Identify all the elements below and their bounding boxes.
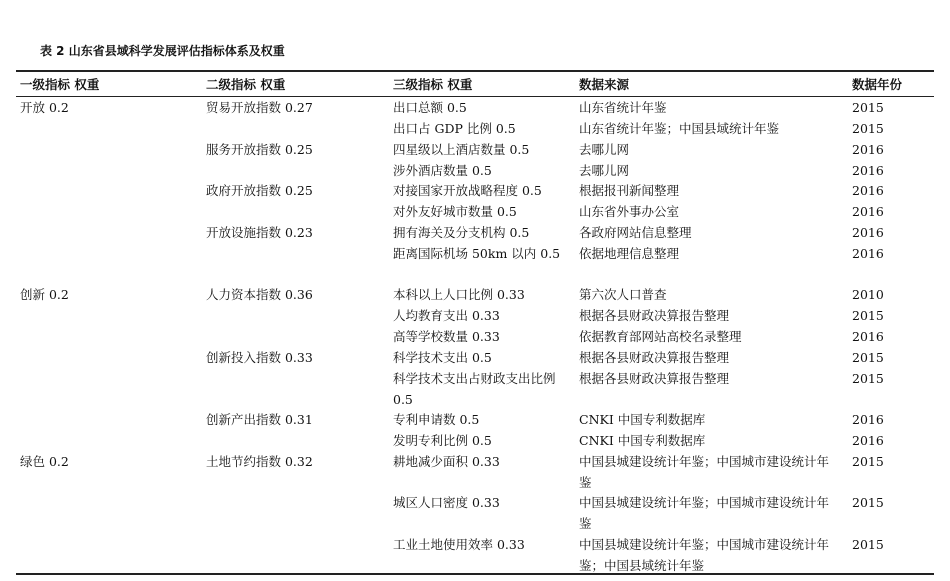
level2-cell: 土地节约指数 0.32: [206, 454, 313, 469]
source-cell: 依据地理信息整理: [579, 246, 680, 261]
level3-cell: 本科以上人口比例 0.33: [393, 287, 525, 302]
source-cell: 去哪儿网: [579, 142, 630, 157]
table-row: [0, 534, 950, 573]
source-cell: 根据报刊新闻整理: [579, 183, 680, 198]
table-row: [0, 430, 950, 451]
year-cell: 2015: [852, 350, 884, 365]
table-row: [0, 492, 950, 531]
year-cell: 2016: [852, 225, 884, 240]
source-cell: 第六次人口普查: [579, 287, 667, 302]
table-row: [0, 160, 950, 181]
header-level2: 二级指标 权重: [206, 77, 286, 92]
year-cell: 2016: [852, 329, 884, 344]
table-header-row: [0, 74, 950, 95]
level2-cell: 政府开放指数 0.25: [206, 183, 313, 198]
year-cell: 2015: [852, 537, 884, 552]
level3-cell: 工业土地使用效率 0.33: [393, 537, 525, 552]
level3-cell: 城区人口密度 0.33: [393, 495, 500, 510]
level3-cell: 对外友好城市数量 0.5: [393, 204, 517, 219]
table-row: [0, 409, 950, 430]
year-cell: 2010: [852, 287, 884, 302]
source-cell: 中国县城建设统计年鉴；中国城市建设统计年鉴: [579, 454, 830, 490]
level3-cell: 四星级以上酒店数量 0.5: [393, 142, 530, 157]
year-cell: 2016: [852, 142, 884, 157]
level2-cell: 人力资本指数 0.36: [206, 287, 313, 302]
source-cell: 去哪儿网: [579, 163, 630, 178]
source-cell: 山东省统计年鉴；中国县域统计年鉴: [579, 121, 780, 136]
source-cell: 依据教育部网站高校名录整理: [579, 329, 742, 344]
year-cell: 2016: [852, 163, 884, 178]
year-cell: 2015: [852, 121, 884, 136]
source-cell: 根据各县财政决算报告整理: [579, 350, 730, 365]
level3-cell: 出口总额 0.5: [393, 100, 467, 115]
source-cell: 山东省外事办公室: [579, 204, 680, 219]
level3-cell: 高等学校数量 0.33: [393, 329, 500, 344]
year-cell: 2016: [852, 204, 884, 219]
level3-cell: 距离国际机场 50km 以内 0.5: [393, 246, 561, 261]
table-row: [0, 326, 950, 347]
level3-cell: 对接国家开放战略程度 0.5: [393, 183, 542, 198]
level2-cell: 创新投入指数 0.33: [206, 350, 313, 365]
source-cell: 山东省统计年鉴: [579, 100, 667, 115]
table-row: [0, 180, 950, 201]
year-cell: 2016: [852, 412, 884, 427]
year-cell: 2015: [852, 495, 884, 510]
source-cell: CNKI 中国专利数据库: [579, 433, 706, 448]
year-cell: 2015: [852, 308, 884, 323]
level3-cell: 科学技术支出占财政支出比例 0.5: [393, 371, 556, 407]
level2-cell: 贸易开放指数 0.27: [206, 100, 313, 115]
level3-cell: 人均教育支出 0.33: [393, 308, 500, 323]
table-top-rule: [16, 70, 934, 72]
year-cell: 2016: [852, 183, 884, 198]
table-row: [0, 347, 950, 368]
level2-cell: 创新产出指数 0.31: [206, 412, 313, 427]
year-cell: 2015: [852, 100, 884, 115]
header-source: 数据来源: [579, 77, 630, 92]
level1-cell: 创新 0.2: [20, 287, 69, 302]
table-row: [0, 97, 950, 118]
level3-cell: 拥有海关及分支机构 0.5: [393, 225, 530, 240]
source-cell: 各政府网站信息整理: [579, 225, 692, 240]
source-cell: CNKI 中国专利数据库: [579, 412, 706, 427]
header-level1: 一级指标 权重: [20, 77, 100, 92]
year-cell: 2016: [852, 246, 884, 261]
table-caption: 表 2 山东省县域科学发展评估指标体系及权重: [40, 44, 285, 58]
source-cell: 根据各县财政决算报告整理: [579, 371, 730, 386]
level3-cell: 耕地减少面积 0.33: [393, 454, 500, 469]
level3-cell: 专利申请数 0.5: [393, 412, 480, 427]
table-row: [0, 243, 950, 264]
year-cell: 2015: [852, 371, 884, 386]
table-row: [0, 118, 950, 139]
source-cell: 根据各县财政决算报告整理: [579, 308, 730, 323]
source-cell: 中国县城建设统计年鉴；中国城市建设统计年鉴: [579, 495, 830, 531]
year-cell: 2015: [852, 454, 884, 469]
table-row: [0, 222, 950, 243]
level2-cell: 服务开放指数 0.25: [206, 142, 313, 157]
table-row: [0, 305, 950, 326]
table-row: [0, 451, 950, 490]
header-year: 数据年份: [852, 77, 903, 92]
header-level3: 三级指标 权重: [393, 77, 473, 92]
level2-cell: 开放设施指数 0.23: [206, 225, 313, 240]
year-cell: 2016: [852, 433, 884, 448]
level3-cell: 出口占 GDP 比例 0.5: [393, 121, 516, 136]
table-row: [0, 368, 950, 407]
table-row: [0, 139, 950, 160]
table-row: [0, 201, 950, 222]
table-row: [0, 284, 950, 305]
level3-cell: 发明专利比例 0.5: [393, 433, 492, 448]
level1-cell: 绿色 0.2: [20, 454, 69, 469]
level3-cell: 涉外酒店数量 0.5: [393, 163, 492, 178]
level3-cell: 科学技术支出 0.5: [393, 350, 492, 365]
source-cell: 中国县城建设统计年鉴；中国城市建设统计年鉴；中国县域统计年鉴: [579, 537, 830, 573]
level1-cell: 开放 0.2: [20, 100, 69, 115]
